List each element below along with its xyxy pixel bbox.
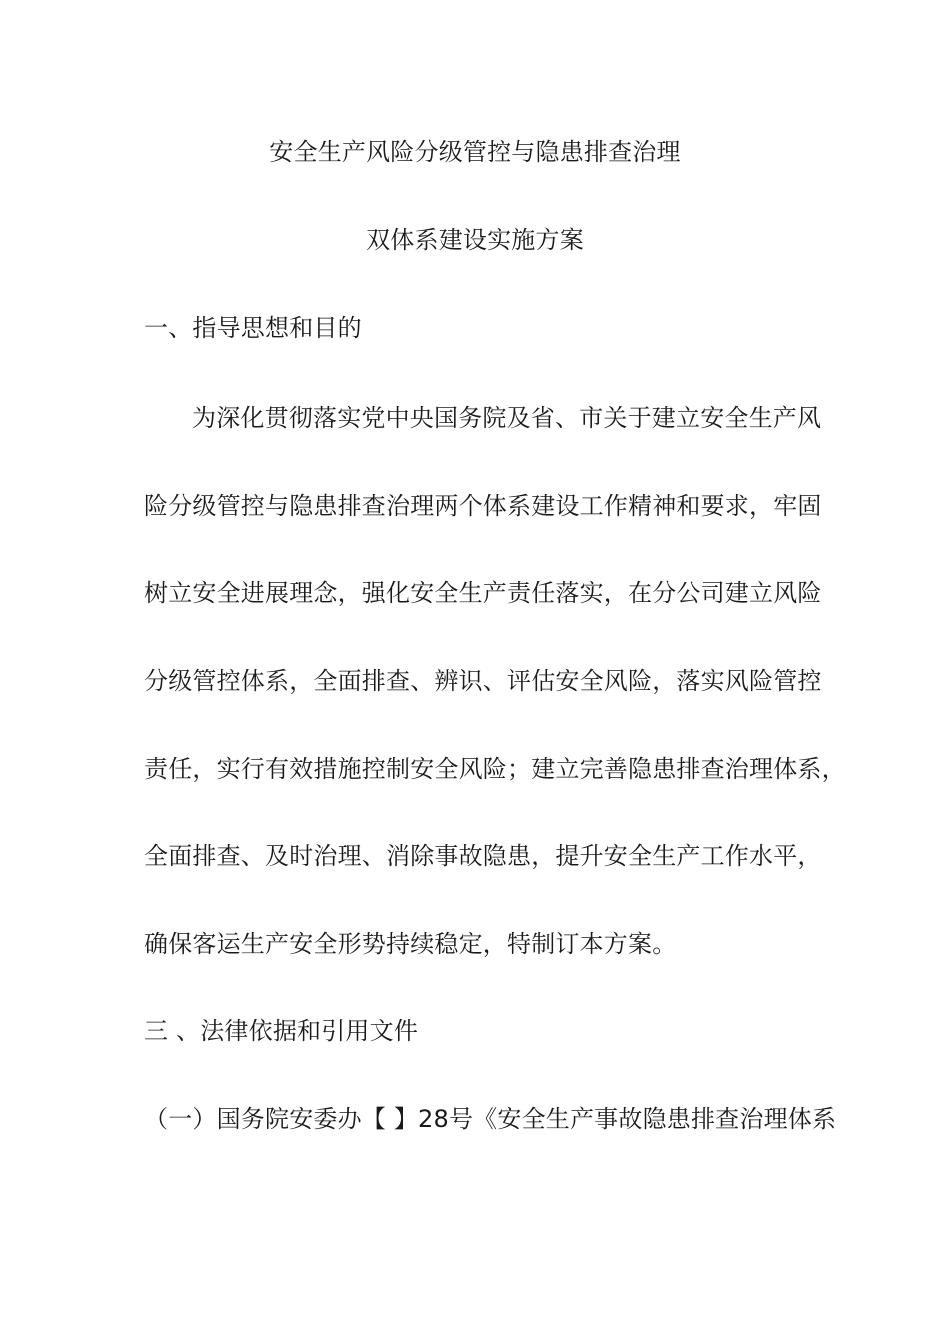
document-title-line-2: 双体系建设实施方案 [366, 226, 584, 254]
section-heading-guiding-thought: 一、指导思想和目的 [144, 314, 362, 342]
paragraph-line: 为深化贯彻落实党中央国务院及省、市关于建立安全生产风 [192, 404, 822, 432]
paragraph-line: 险分级管控与隐患排查治理两个体系建设工作精神和要求，牢固 [144, 492, 822, 520]
paragraph-line: 全面排查、及时治理、消除事故隐患，提升安全生产工作水平， [144, 842, 822, 870]
paragraph-line: 责任，实行有效措施控制安全风险；建立完善隐患排查治理体系， [144, 755, 846, 783]
legal-basis-item-1: （一）国务院安委办【 】28号《安全生产事故隐患排查治理体系 [144, 1105, 837, 1133]
paragraph-line: 确保客运生产安全形势持续稳定，特制订本方案。 [144, 930, 677, 958]
section-heading-legal-basis: 三 、法律依据和引用文件 [144, 1017, 419, 1045]
paragraph-line: 分级管控体系，全面排查、辨识、评估安全风险，落实风险管控 [144, 667, 822, 695]
paragraph-line: 树立安全进展理念，强化安全生产责任落实，在分公司建立风险 [144, 579, 822, 607]
document-title-line-1: 安全生产风险分级管控与隐患排查治理 [269, 138, 681, 166]
